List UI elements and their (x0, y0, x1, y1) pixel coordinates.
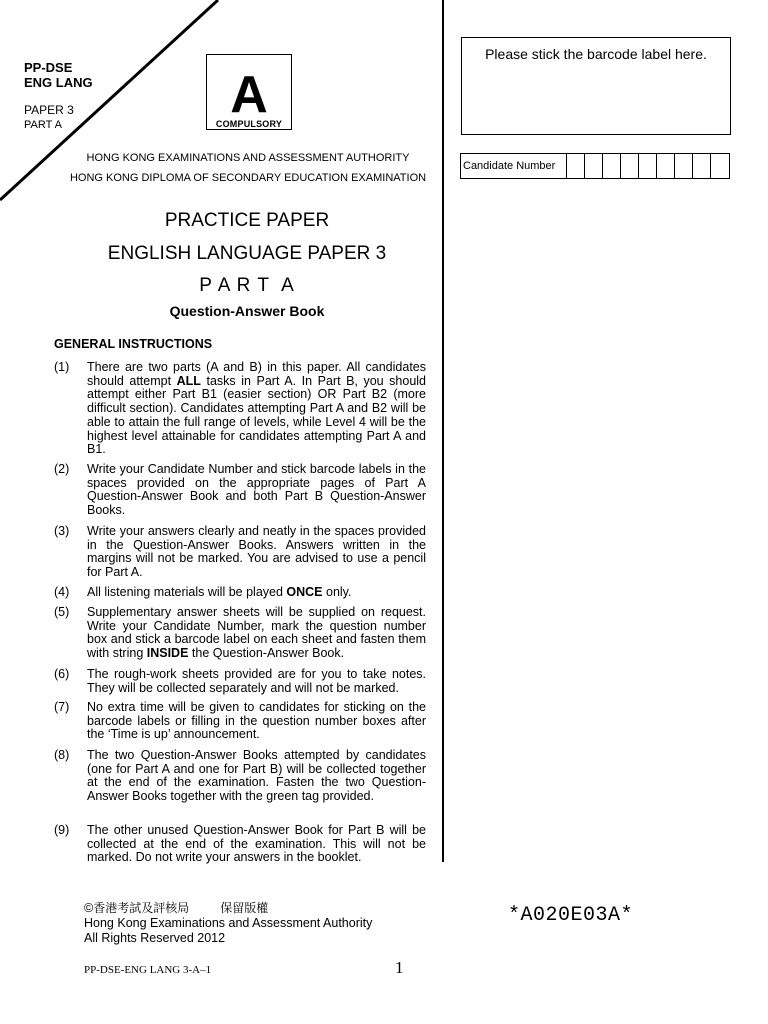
instruction-item (54, 463, 426, 518)
instruction-text: The two Question-Answer Books attempted by candidates (one for Part A and one for Part B) will be collected together at the end of the examination. Fasten the two Question-Answer Books together with the green tag provided. (87, 748, 426, 804)
instruction-item (54, 824, 426, 865)
authority-name: HONG KONG EXAMINATIONS AND ASSESSMENT AUTHORITY (86, 152, 410, 164)
instruction-text: No extra time will be given to candidates for sticking on the barcode labels or filling in the question number boxes after the ‘Time is up’ announcement. (87, 700, 426, 742)
practice-paper-title: PRACTICE PAPER (164, 210, 330, 231)
barcode-instruction: Please stick the barcode label here. (485, 46, 707, 62)
candidate-digit-box[interactable] (657, 154, 675, 178)
instruction-number: (6) (54, 667, 70, 681)
instruction-number: (2) (54, 462, 70, 476)
badge-letter: A (230, 66, 268, 124)
authority-heading (62, 148, 434, 188)
part-title: P A R T A (199, 275, 295, 296)
copyright-block (84, 901, 372, 946)
instruction-text: All listening materials will be played ONCE only. (87, 585, 352, 599)
copyright-chinese: 香港考試及評核局 (93, 901, 190, 915)
exam-name: HONG KONG DIPLOMA OF SECONDARY EDUCATION EXAMINATION (69, 172, 427, 184)
instruction-number: (3) (54, 524, 70, 538)
page-number: 1 (395, 958, 404, 977)
instruction-number: (1) (54, 360, 70, 374)
candidate-digit-box[interactable] (711, 154, 729, 178)
instruction-text: The rough-work sheets provided are for you to take notes. They will be collected separately and will not be marked. (87, 667, 426, 695)
paper-title: ENGLISH LANGUAGE PAPER 3 (107, 243, 387, 264)
instructions-heading: GENERAL INSTRUCTIONS (54, 337, 213, 351)
candidate-digit-box[interactable] (693, 154, 711, 178)
candidate-digit-box[interactable] (603, 154, 621, 178)
rights-chinese: 保留版權 (220, 901, 269, 915)
subject-code: PP-DSE (24, 60, 73, 75)
column-divider (442, 0, 444, 862)
barcode-label-box[interactable] (461, 37, 731, 135)
paper-part: PART A (24, 119, 62, 131)
book-title: Question-Answer Book (169, 303, 325, 319)
instruction-text: Write your Candidate Number and stick barcode labels in the spaces provided on the appropriate pages of Part A Question-Answer Book and both Part B Question-Answer Books. (87, 462, 426, 518)
candidate-number-field[interactable] (460, 153, 730, 179)
instruction-number: (7) (54, 700, 70, 714)
instruction-number: (5) (54, 605, 70, 619)
instruction-item (54, 361, 426, 457)
instruction-item (54, 668, 426, 695)
candidate-digit-box[interactable] (639, 154, 657, 178)
instruction-item (54, 525, 426, 580)
instruction-number: (4) (54, 585, 70, 599)
copyright-symbol: © (84, 901, 94, 915)
instruction-text: There are two parts (A and B) in this paper. All candidates should attempt ALL tasks in Part A. In Part B, you should attempt either Part B1 (easier section) OR Part B2 (more difficult section). Candidates attempting Part A and B2 will be able to attain the full range of levels, while Level 4 will be the highest level attainable for candidates attempting Part A and B1. (87, 360, 426, 457)
instruction-item (54, 586, 426, 600)
instruction-text: Supplementary answer sheets will be supplied on request. Write your Candidate Number, mark the question number box and stick a barcode label on each sheet and fasten them with string INSIDE the Question-Answer Book. (87, 605, 426, 661)
instruction-number: (8) (54, 748, 70, 762)
instruction-item (54, 606, 426, 661)
candidate-digit-box[interactable] (585, 154, 603, 178)
rights-reserved: All Rights Reserved 2012 (84, 931, 226, 945)
candidate-digit-box[interactable] (675, 154, 693, 178)
instruction-number: (9) (54, 823, 70, 837)
paper-barcode-code: *A020E03A* (508, 904, 634, 927)
copyright-line (84, 901, 372, 916)
footer-paper-code: PP-DSE-ENG LANG 3-A–1 (84, 964, 212, 976)
paper-number: PAPER 3 (24, 103, 74, 117)
badge-label: COMPULSORY (215, 119, 283, 129)
candidate-number-label: Candidate Number (461, 154, 567, 178)
instruction-item (54, 701, 426, 742)
instruction-item (54, 749, 426, 804)
candidate-digit-box[interactable] (621, 154, 639, 178)
instruction-text: The other unused Question-Answer Book for Part B will be collected at the end of the examination. This will not be marked. Do not write your answers in the booklet. (87, 823, 426, 865)
subject-name: ENG LANG (24, 75, 93, 90)
instruction-text: Write your answers clearly and neatly in the spaces provided in the Question-Answer Books. Answers written in the margins will not be marked. You are advised to use a pencil for Part A. (87, 524, 426, 580)
authority-footer-name: Hong Kong Examinations and Assessment Authority (84, 916, 373, 930)
paper-code-block (24, 60, 93, 133)
candidate-digit-box[interactable] (567, 154, 585, 178)
compulsory-badge (206, 54, 292, 130)
